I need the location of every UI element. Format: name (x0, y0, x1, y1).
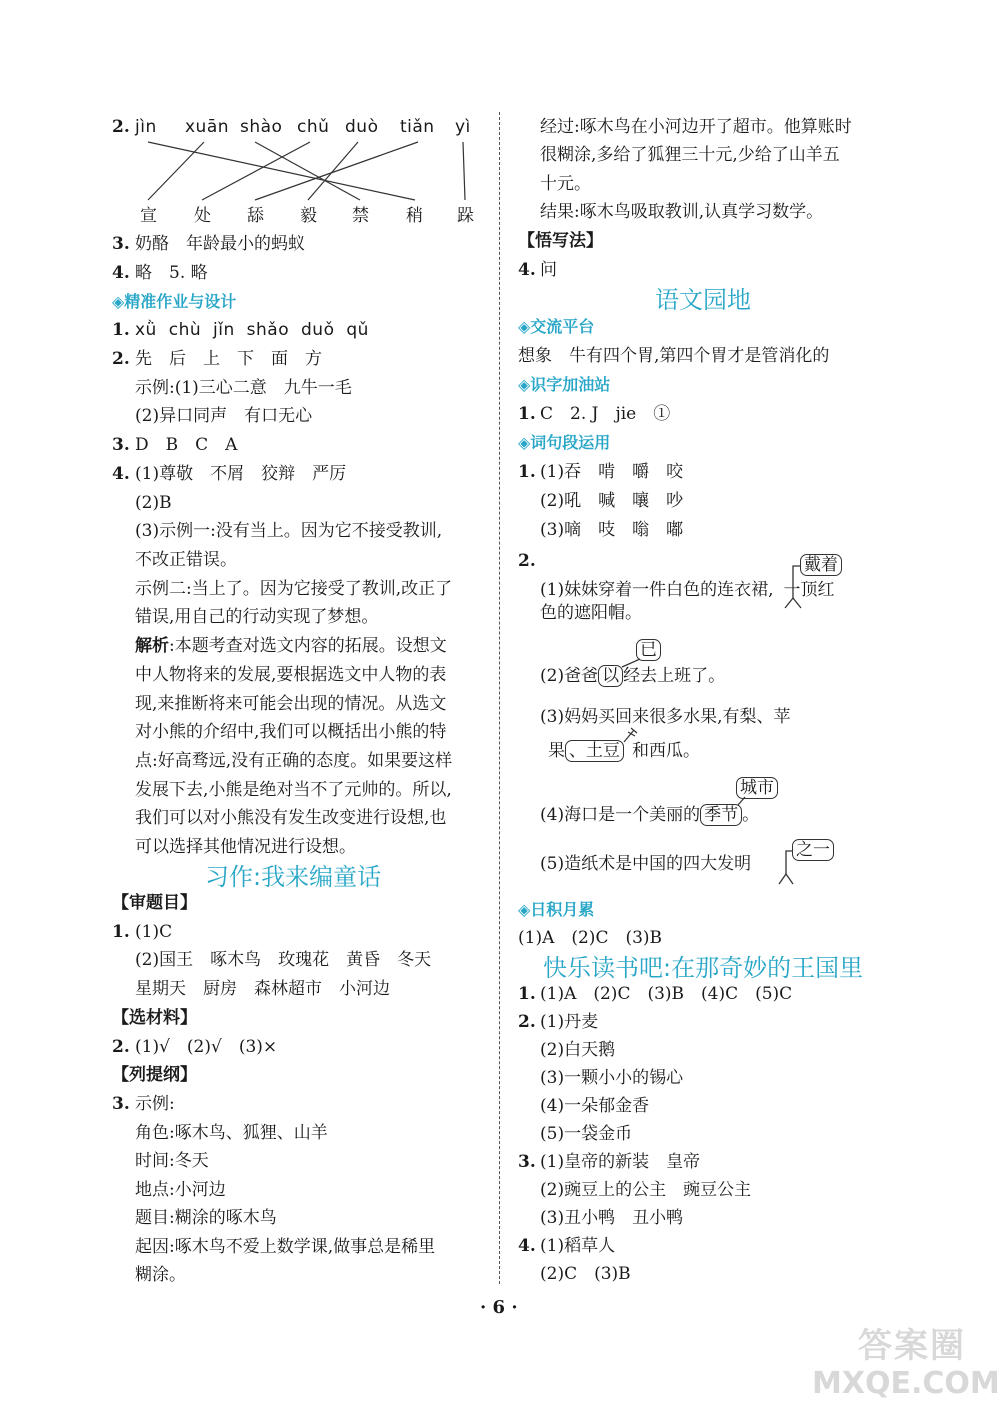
section-shizi: ◈识字加油站 (518, 375, 611, 394)
k2-number: 2. (518, 1012, 536, 1032)
q3-number: 3. (112, 234, 130, 254)
e1-line-b: 色的遮阳帽。 (540, 603, 642, 623)
hanzi-6: 跺 (457, 206, 474, 226)
j4-number: 4. (112, 464, 130, 484)
heading-xuancailiao: 【选材料】 (112, 1008, 197, 1028)
title-kuaile-dushu: 快乐读书吧:在那奇妙的王国里 (543, 954, 864, 982)
outline-title: 题目:糊涂的啄木鸟 (135, 1208, 277, 1228)
c1-part-2: (2)吼 喊 嚷 吵 (540, 491, 684, 511)
k2-part-5: (5)一袋金币 (540, 1124, 633, 1144)
jiexi-line-6: 我们可以对小熊没有发生改变进行设想,也 (135, 808, 447, 828)
j4-part-1: (1)尊敬 不屑 狡辩 严厉 (135, 464, 347, 484)
jiexi-line-2: 现,来推断将来可能会出现的情况。从选文 (135, 694, 447, 714)
j4-part-3d: 错误,用自己的行动实现了梦想。 (135, 607, 379, 627)
hanzi-3: 毅 (300, 206, 317, 226)
q3-answer: 奶酪 年龄最小的蚂蚁 (135, 234, 305, 254)
j3-number: 3. (112, 435, 130, 455)
e5-insert: 之一 (792, 838, 834, 862)
outline-result: 结果:啄木鸟吸取教训,认真学习数学。 (540, 202, 824, 222)
e3-line-b: 果 、土豆 和西瓜。 (548, 741, 700, 761)
k3-part-2: (2)豌豆上的公主 豌豆公主 (540, 1180, 752, 1200)
outline-process-a: 经过:啄木鸟在小河边开了超市。他算账时 (540, 117, 852, 137)
j2-answer: 先 后 上 下 面 方 (135, 349, 322, 369)
w4-answer: 问 (540, 260, 557, 280)
shizi-answer: C 2. J jie ① (540, 404, 671, 424)
j4-part-3c: 示例二:当上了。因为它接受了教训,改正了 (135, 579, 453, 599)
section-ciju: ◈词句段运用 (518, 433, 611, 452)
j2-number: 2. (112, 349, 130, 369)
outline-cause-b: 糊涂。 (135, 1265, 186, 1285)
j2-example-1: 示例:(1)三心二意 九牛一毛 (135, 378, 352, 398)
outline-place: 地点:小河边 (135, 1180, 226, 1200)
hanzi-5: 稍 (406, 206, 423, 226)
k1-answer: (1)A (2)C (3)B (4)C (5)C (540, 984, 793, 1004)
s1-part-1: (1)C (135, 922, 173, 942)
shizi-number: 1. (518, 404, 536, 424)
section-riji: ◈日积月累 (518, 900, 595, 919)
jiexi-line-7: 可以选择其他情况进行设想。 (135, 837, 356, 857)
pinyin-1: xuān (185, 117, 230, 137)
k4-part-1: (1)稻草人 (540, 1236, 616, 1256)
j1-number: 1. (112, 320, 130, 340)
e2-insert: 已 (636, 638, 661, 662)
c2-number: 2. (518, 551, 536, 571)
x2-answer: (1)√ (2)√ (3)× (135, 1037, 278, 1057)
e4-insert: 城市 (736, 776, 778, 800)
outline-process-c: 十元。 (540, 174, 591, 194)
e2-line: (2)爸爸 以 经去上班了。 (540, 666, 726, 686)
watermark-url: MXQE.COM (812, 1366, 1000, 1401)
c1-part-1: (1)吞 啃 嚼 咬 (540, 462, 684, 482)
watermark-logo: 答案圈 (858, 1326, 966, 1366)
jiexi-label: 解析 (135, 636, 169, 656)
x2-number: 2. (112, 1037, 130, 1057)
w4-number: 4. (518, 260, 536, 280)
k3-part-3: (3)丑小鸭 丑小鸭 (540, 1208, 684, 1228)
j4-part-3b: 不改正错误。 (135, 550, 237, 570)
hanzi-0: 宣 (140, 206, 157, 226)
jiexi-line-4: 点:好高骛远,没有正确的态度。如果要这样 (135, 751, 453, 771)
jiexi-line-5: 发展下去,小熊是绝对当不了元帅的。所以, (135, 780, 452, 800)
pinyin-5: tiǎn (400, 117, 435, 137)
riji-answer: (1)A (2)C (3)B (518, 928, 663, 948)
k1-number: 1. (518, 984, 536, 1004)
e1-insert: 戴着 (800, 553, 842, 577)
section-jingzhun: ◈精准作业与设计 (112, 292, 237, 311)
j4-part-2: (2)B (135, 493, 172, 513)
heading-shentimu: 【审题目】 (112, 893, 197, 913)
heading-wuxiefa: 【悟写法】 (518, 231, 603, 251)
j4-part-3a: (3)示例一:没有当上。因为它不接受教训, (135, 521, 443, 541)
pinyin-6: yì (455, 117, 471, 137)
outline-process-b: 很糊涂,多给了狐狸三十元,少给了山羊五 (540, 145, 840, 165)
jiexi-line-1: 中人物将来的发展,要根据选文中人物的表 (135, 665, 447, 685)
page-number: · 6 · (480, 1297, 518, 1318)
c1-number: 1. (518, 462, 536, 482)
e3-line-a: (3)妈妈买回来很多水果,有梨、苹 (540, 707, 791, 727)
title-yuwen-yuandi: 语文园地 (655, 286, 751, 314)
pinyin-0: jìn (135, 117, 157, 137)
outline-time: 时间:冬天 (135, 1151, 209, 1171)
q2-number: 2. (112, 117, 130, 137)
jiexi-line-3: 对小熊的介绍中,我们可以概括出小熊的特 (135, 722, 447, 742)
s1-number: 1. (112, 922, 130, 942)
hanzi-2: 舔 (247, 206, 264, 226)
jiaoliu-answer: 想象 牛有四个胃,第四个胃才是管消化的 (518, 346, 830, 366)
hanzi-1: 处 (194, 206, 211, 226)
title-xizuo: 习作:我来编童话 (205, 863, 382, 891)
k2-part-1: (1)丹麦 (540, 1012, 599, 1032)
l3-label: 示例: (135, 1094, 175, 1114)
c1-part-3: (3)嘀 吱 嗡 嘟 (540, 520, 684, 540)
j1-answer: xǜ chù jǐn shǎo duǒ qǔ (135, 320, 369, 340)
k2-part-3: (3)一颗小小的锡心 (540, 1068, 684, 1088)
outline-role: 角色:啄木鸟、狐狸、山羊 (135, 1123, 328, 1143)
l3-number: 3. (112, 1094, 130, 1114)
j3-answer: D B C A (135, 435, 238, 455)
e4-line: (4)海口是一个美丽的 季节 。 (540, 805, 760, 825)
hanzi-4: 禁 (352, 206, 369, 226)
j2-example-2: (2)异口同声 有口无心 (135, 406, 313, 426)
k3-number: 3. (518, 1152, 536, 1172)
s1-part-2: (2)国王 啄木鸟 玫瑰花 黄昏 冬天 (135, 950, 432, 970)
column-divider (499, 112, 500, 1284)
s1-part-3: 星期天 厨房 森林超市 小河边 (135, 979, 390, 999)
e5-line: (5)造纸术是中国的四大发明 (540, 854, 752, 874)
pinyin-4: duò (345, 117, 379, 137)
pinyin-2: shào (240, 117, 283, 137)
q4-q5-answer: 略 5. 略 (135, 263, 208, 283)
k2-part-4: (4)一朵郁金香 (540, 1096, 650, 1116)
outline-cause-a: 起因:啄木鸟不爱上数学课,做事总是稀里 (135, 1237, 436, 1257)
heading-lietigang: 【列提纲】 (112, 1065, 197, 1085)
k4-number: 4. (518, 1236, 536, 1256)
jiexi-line-0: 解析:本题考查对选文内容的拓展。设想文 (135, 636, 447, 656)
section-jiaoliu: ◈交流平台 (518, 317, 595, 336)
k3-part-1: (1)皇帝的新装 皇帝 (540, 1152, 701, 1172)
k2-part-2: (2)白天鹅 (540, 1040, 616, 1060)
pinyin-3: chǔ (297, 117, 330, 137)
e1-line-a: (1)妹妹穿着一件白色的连衣裙, 一顶红 (540, 580, 835, 600)
q4-number: 4. (112, 263, 130, 283)
k4-part-2: (2)C (3)B (540, 1264, 631, 1284)
